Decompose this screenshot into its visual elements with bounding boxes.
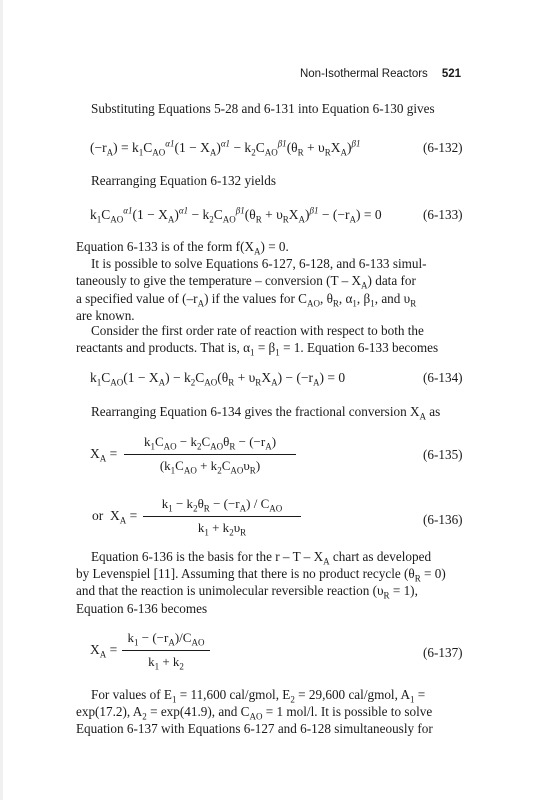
equation-number-6-134: (6-134) bbox=[423, 370, 463, 385]
equation-number-6-136: (6-136) bbox=[423, 512, 463, 527]
paragraph-substituting: Substituting Equations 5-28 and 6-131 into Equation 6-130 gives bbox=[91, 101, 435, 116]
paragraph-rearranging-134: Rearranging Equation 6-134 gives the fractional conversion $X_A$ as bbox=[91, 404, 441, 422]
equation-6-132: $(-r_A) = k_1C_{AO}^{\alpha 1}(1 - X_A)^{\alpha 1} - k_2C_{AO}^{\beta 1}(\theta_R + \upsilon_RX_A)^{\beta 1}$ bbox=[90, 138, 361, 158]
equation-number-6-135: (6-135) bbox=[423, 447, 463, 462]
equation-6-134: $k_1C_{AO}(1 - X_A) - k_2C_{AO}(\theta_R + \upsilon_RX_A) - (-r_A) = 0$ bbox=[90, 370, 346, 388]
book-page: Non-Isothermal Reactors 521 Substituting Equations 5-28 and 6-131 into Equation 6-130 gives $(-r_A) = k_1C_{AO}^{\alpha 1}(1 - X_A)^{\alpha 1} - k_2C_{AO}^{\beta 1}(\theta_R + \upsilon_RX_A)^{\beta 1}$ (6-132) Rearranging Equation 6-132 yields $k_1C_{AO}^{\alpha 1}(1 - X_A)^{\alpha 1} - k_2C_{AO}^{\beta 1}(\theta_R + \upsilon_RX_A)^{\beta 1} - (-r_A) = 0$ (6-133) Equation 6-133 is of the form $f(X_A) = 0$. It is possible to solve Equations 6-127, 6-128, and 6-133 simul- taneously to give the temperature – conversion $(T - X_A)$ data for a specified value of $(-r_A)$ if the values for $C_{AO}$, $\theta_R$, $\alpha_1$, $\beta_1$, and $\upsilon_R$ are known. Consider the first order rate of reaction with respect to both the reactants and products. That is, $\alpha_1 = \beta_1 = 1$. Equation 6-133 becomes $k_1C_{AO}(1 - X_A) - k_2C_{AO}(\theta_R + \upsilon_RX_A) - (-r_A) = 0$ (6-134) Rearranging Equation 6-134 gives the fractional conversion $X_A$ as $X_A$ = $k_1C_{AO} - k_2C_{AO}\theta_R - (-r_A)$ $(k_1C_{AO} + k_2C_{AO}\upsilon_R)$ (6-135) or $X_A$ = $k_1 - k_2\theta_R - (-r_A) / C_{AO}$ $k_1 + k_2\upsilon_R$ (6-136) Equation 6-136 is the basis for the r – T – $X_A$ chart as developed by Levenspiel [11]. Assuming that there is no product recycle $(\theta_R = 0)$ and that the reaction is unimolecular reversible reaction $(\upsilon_R = 1)$, Equation 6-136 becomes $X_A$ = $k_1 - (-r_A)/C_{AO}$ $k_1 + k_2$ (6-137) For values of $E_1 = 11,600$ cal/gmol, $E_2 = 29,600$ cal/gmol, $A_1$ = exp(17.2), $A_2 = \exp(41.9)$, and $C_{AO} = 1$ mol/l. It is possible to solve Equation 6-137 with Equations 6-127 and 6-128 simultaneously for bbox=[0, 0, 541, 800]
equation-number-6-132: (6-132) bbox=[423, 140, 463, 155]
equation-number-6-137: (6-137) bbox=[423, 645, 463, 660]
paragraph-levenspiel: Equation 6-136 is the basis for the r – T – $X_A$ chart as developed by Levenspiel [11]. Assuming that there is no product recycle $(\theta_R = 0)$ and that the reaction is unimolecular reversible reaction $(\upsilon_R = 1)$, Equation 6-136 becomes bbox=[76, 549, 446, 616]
running-header bbox=[300, 68, 461, 80]
running-title: Non-Isothermal Reactors bbox=[299, 68, 428, 80]
paragraph-rearranging-132: Rearranging Equation 6-132 yields bbox=[91, 173, 276, 188]
equation-6-133: $k_1C_{AO}^{\alpha 1}(1 - X_A)^{\alpha 1} - k_2C_{AO}^{\beta 1}(\theta_R + \upsilon_RX_A)^{\beta 1} - (-r_A) = 0$ bbox=[90, 205, 382, 225]
equation-number-6-133: (6-133) bbox=[423, 207, 463, 222]
page-number: 521 bbox=[441, 68, 461, 80]
paragraph-form-and-solve: Equation 6-133 is of the form $f(X_A) = 0$. It is possible to solve Equations 6-127, 6-128, and 6-133 simul- taneously to give the temperature – conversion $(T - X_A)$ data for a specified value of $(-r_A)$ if the values for $C_{AO}$, $\theta_R$, $\alpha_1$, $\beta_1$, and $\upsilon_R$ are known. bbox=[76, 239, 427, 323]
paragraph-first-order: Consider the first order rate of reaction with respect to both the reactants and products. That is, $\alpha_1 = \beta_1 = 1$. Equation 6-133 becomes bbox=[76, 323, 439, 358]
paragraph-values: For values of $E_1 = 11,600$ cal/gmol, $E_2 = 29,600$ cal/gmol, $A_1$ = exp(17.2), $A_2 = \exp(41.9)$, and $C_{AO} = 1$ mol/l. It is possible to solve Equation 6-137 with Equations 6-127 and 6-128 simultaneously for bbox=[76, 687, 433, 737]
page-edge-shadow bbox=[0, 0, 3, 800]
or-word: or bbox=[92, 508, 104, 523]
